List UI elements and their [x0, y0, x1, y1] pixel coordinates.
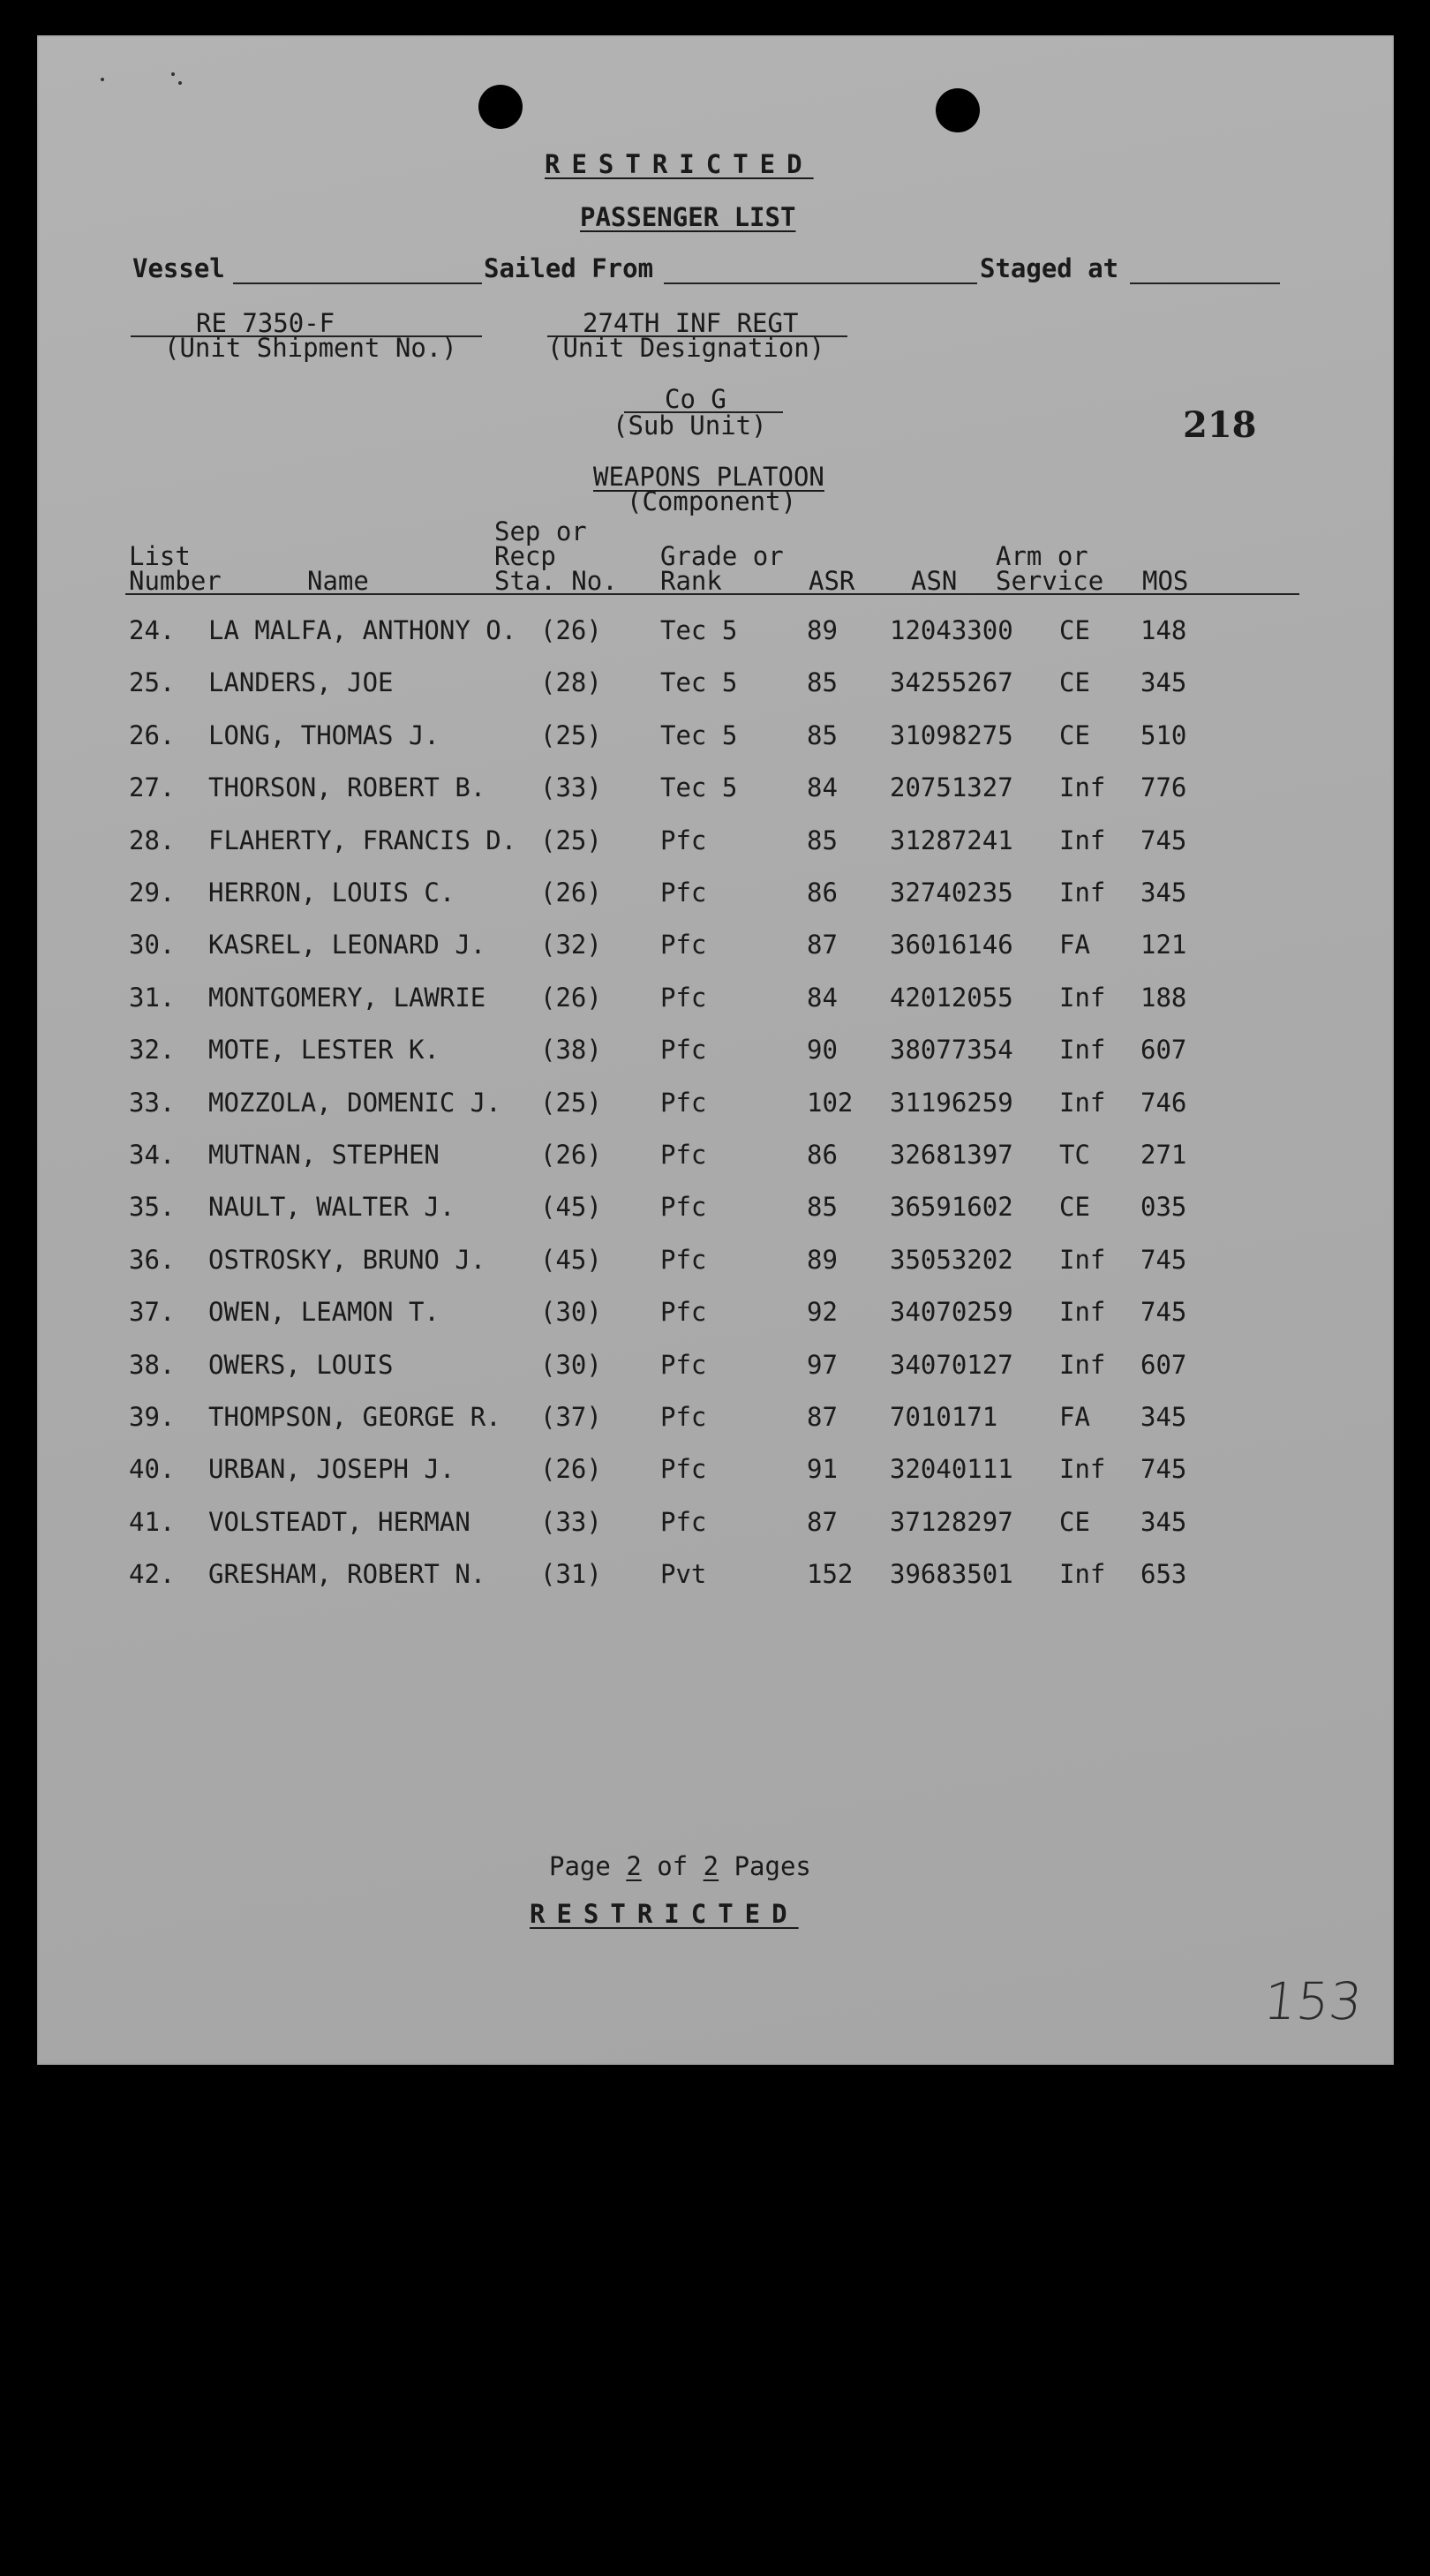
row-asn: 31196259: [890, 1088, 1013, 1118]
row-asn: 36016146: [890, 930, 1013, 960]
row-asr: 85: [807, 720, 838, 750]
row-grade: Pfc: [660, 825, 707, 855]
row-grade: Pfc: [660, 1350, 707, 1380]
col-header-rank: Rank: [660, 566, 722, 596]
row-station: (37): [540, 1402, 602, 1432]
row-grade: Pfc: [660, 1140, 707, 1170]
row-asr: 84: [807, 772, 838, 802]
header-rule: [125, 593, 1299, 595]
vessel-blank: [233, 282, 482, 284]
row-arm: Inf: [1059, 825, 1106, 855]
row-station: (28): [540, 667, 602, 697]
row-mos: 271: [1140, 1140, 1187, 1170]
row-station: (45): [540, 1245, 602, 1275]
row-station: (25): [540, 825, 602, 855]
row-number: 34.: [129, 1140, 176, 1170]
row-station: (25): [540, 1088, 602, 1118]
unit-designation-caption: (Unit Designation): [547, 333, 825, 363]
row-asn: 31098275: [890, 720, 1013, 750]
row-mos: 776: [1140, 772, 1187, 802]
row-name: NAULT, WALTER J.: [208, 1192, 455, 1222]
row-number: 39.: [129, 1402, 176, 1432]
row-mos: 345: [1140, 1507, 1187, 1537]
page-prefix: Page: [549, 1851, 611, 1881]
row-name: LONG, THOMAS J.: [208, 720, 440, 750]
component-name: WEAPONS PLATOON: [593, 462, 824, 492]
page-of: of: [657, 1851, 689, 1881]
restricted-heading-top: RESTRICTED: [545, 149, 814, 179]
row-grade: Pfc: [660, 877, 707, 908]
col-header-mos: MOS: [1142, 566, 1189, 596]
row-number: 36.: [129, 1245, 176, 1275]
col-header-number: Number: [129, 566, 222, 596]
row-asn: 34070259: [890, 1297, 1013, 1327]
row-asn: 20751327: [890, 772, 1013, 802]
row-arm: Inf: [1059, 1350, 1106, 1380]
row-station: (26): [540, 1454, 602, 1484]
col-header-sta-no: Sta. No.: [494, 566, 618, 596]
row-number: 35.: [129, 1192, 176, 1222]
row-grade: Tec 5: [660, 667, 738, 697]
document-page: [37, 35, 1394, 2065]
row-number: 24.: [129, 615, 176, 645]
row-number: 26.: [129, 720, 176, 750]
col-header-asn: ASN: [911, 566, 958, 596]
row-mos: 746: [1140, 1088, 1187, 1118]
handwritten-folio-number: 153: [1261, 1971, 1366, 2031]
passenger-list-title: PASSENGER LIST: [580, 202, 796, 232]
row-station: (33): [540, 1507, 602, 1537]
unit-shipment-no: RE 7350-F: [196, 308, 335, 338]
row-mos: 510: [1140, 720, 1187, 750]
row-asn: 32740235: [890, 877, 1013, 908]
row-asr: 85: [807, 1192, 838, 1222]
row-station: (45): [540, 1192, 602, 1222]
col-header-recp: Recp: [494, 541, 556, 571]
row-asr: 102: [807, 1088, 854, 1118]
row-name: HERRON, LOUIS C.: [208, 877, 455, 908]
row-asr: 87: [807, 1507, 838, 1537]
row-mos: 188: [1140, 983, 1187, 1013]
row-name: GRESHAM, ROBERT N.: [208, 1559, 486, 1589]
row-station: (30): [540, 1297, 602, 1327]
row-asr: 91: [807, 1454, 838, 1484]
row-asn: 36591602: [890, 1192, 1013, 1222]
row-arm: Inf: [1059, 1088, 1106, 1118]
row-mos: 607: [1140, 1035, 1187, 1065]
col-header-sep-or: Sep or: [494, 516, 587, 546]
row-name: OWERS, LOUIS: [208, 1350, 394, 1380]
row-grade: Pfc: [660, 1245, 707, 1275]
row-number: 30.: [129, 930, 176, 960]
row-mos: 035: [1140, 1192, 1187, 1222]
row-asn: 32681397: [890, 1140, 1013, 1170]
row-arm: Inf: [1059, 1035, 1106, 1065]
row-name: MOTE, LESTER K.: [208, 1035, 440, 1065]
row-grade: Pfc: [660, 983, 707, 1013]
page-number-stamp: 218: [1183, 404, 1257, 446]
row-station: (26): [540, 877, 602, 908]
row-asr: 85: [807, 667, 838, 697]
row-grade: Pfc: [660, 1297, 707, 1327]
row-grade: Pfc: [660, 1507, 707, 1537]
row-arm: Inf: [1059, 772, 1106, 802]
row-arm: Inf: [1059, 1297, 1106, 1327]
row-name: OWEN, LEAMON T.: [208, 1297, 440, 1327]
row-grade: Pfc: [660, 1088, 707, 1118]
row-asn: 35053202: [890, 1245, 1013, 1275]
row-asr: 152: [807, 1559, 854, 1589]
row-arm: CE: [1059, 1192, 1090, 1222]
row-number: 27.: [129, 772, 176, 802]
row-asr: 85: [807, 825, 838, 855]
row-arm: CE: [1059, 667, 1090, 697]
row-asr: 92: [807, 1297, 838, 1327]
row-mos: 345: [1140, 1402, 1187, 1432]
row-number: 28.: [129, 825, 176, 855]
punch-hole: [478, 85, 523, 129]
row-station: (33): [540, 772, 602, 802]
row-number: 33.: [129, 1088, 176, 1118]
row-number: 29.: [129, 877, 176, 908]
col-header-arm-or: Arm or: [996, 541, 1088, 571]
row-grade: Tec 5: [660, 615, 738, 645]
row-name: THORSON, ROBERT B.: [208, 772, 486, 802]
row-arm: TC: [1059, 1140, 1090, 1170]
row-name: FLAHERTY, FRANCIS D.: [208, 825, 517, 855]
row-name: KASREL, LEONARD J.: [208, 930, 486, 960]
unit-shipment-caption: (Unit Shipment No.): [164, 333, 457, 363]
speck: [178, 81, 182, 85]
row-asn: 12043300: [890, 615, 1013, 645]
sub-unit: Co G: [665, 384, 726, 414]
row-name: MOZZOLA, DOMENIC J.: [208, 1088, 501, 1118]
row-asn: 7010171: [890, 1402, 998, 1432]
row-name: THOMPSON, GEORGE R.: [208, 1402, 501, 1432]
row-mos: 745: [1140, 825, 1187, 855]
row-asr: 97: [807, 1350, 838, 1380]
row-asn: 34255267: [890, 667, 1013, 697]
col-header-name: Name: [307, 566, 369, 596]
page-total: 2: [703, 1851, 719, 1881]
row-name: LANDERS, JOE: [208, 667, 394, 697]
row-grade: Pfc: [660, 1454, 707, 1484]
punch-hole: [936, 88, 980, 132]
row-station: (26): [540, 615, 602, 645]
row-asn: 42012055: [890, 983, 1013, 1013]
row-asn: 37128297: [890, 1507, 1013, 1537]
speck: [101, 78, 104, 81]
row-station: (26): [540, 1140, 602, 1170]
component-caption: (Component): [627, 486, 797, 516]
row-arm: CE: [1059, 1507, 1090, 1537]
row-mos: 745: [1140, 1454, 1187, 1484]
vessel-label: Vessel: [132, 253, 225, 283]
row-grade: Pfc: [660, 930, 707, 960]
row-asr: 84: [807, 983, 838, 1013]
row-asr: 86: [807, 1140, 838, 1170]
row-asn: 34070127: [890, 1350, 1013, 1380]
page-current: 2: [626, 1851, 642, 1881]
row-asr: 86: [807, 877, 838, 908]
row-grade: Pvt: [660, 1559, 707, 1589]
row-grade: Pfc: [660, 1402, 707, 1432]
row-name: URBAN, JOSEPH J.: [208, 1454, 455, 1484]
row-arm: Inf: [1059, 1454, 1106, 1484]
row-arm: FA: [1059, 930, 1090, 960]
row-mos: 653: [1140, 1559, 1187, 1589]
row-arm: Inf: [1059, 1245, 1106, 1275]
row-asr: 90: [807, 1035, 838, 1065]
row-name: OSTROSKY, BRUNO J.: [208, 1245, 486, 1275]
row-name: MONTGOMERY, LAWRIE: [208, 983, 486, 1013]
row-mos: 148: [1140, 615, 1187, 645]
row-name: LA MALFA, ANTHONY O.: [208, 615, 517, 645]
sailed-from-label: Sailed From: [484, 253, 654, 283]
staged-at-blank: [1130, 282, 1280, 284]
row-station: (26): [540, 983, 602, 1013]
row-number: 31.: [129, 983, 176, 1013]
row-mos: 607: [1140, 1350, 1187, 1380]
row-mos: 345: [1140, 667, 1187, 697]
row-number: 41.: [129, 1507, 176, 1537]
row-grade: Pfc: [660, 1035, 707, 1065]
speck: [171, 72, 175, 76]
sub-unit-caption: (Sub Unit): [613, 411, 767, 441]
row-arm: Inf: [1059, 983, 1106, 1013]
row-number: 32.: [129, 1035, 176, 1065]
row-asn: 39683501: [890, 1559, 1013, 1589]
row-asr: 87: [807, 1402, 838, 1432]
row-number: 25.: [129, 667, 176, 697]
row-number: 42.: [129, 1559, 176, 1589]
row-station: (38): [540, 1035, 602, 1065]
row-number: 38.: [129, 1350, 176, 1380]
row-arm: Inf: [1059, 877, 1106, 908]
row-mos: 121: [1140, 930, 1187, 960]
row-mos: 345: [1140, 877, 1187, 908]
row-arm: Inf: [1059, 1559, 1106, 1589]
row-asr: 89: [807, 1245, 838, 1275]
row-station: (30): [540, 1350, 602, 1380]
row-name: MUTNAN, STEPHEN: [208, 1140, 440, 1170]
row-station: (25): [540, 720, 602, 750]
col-header-service: Service: [996, 566, 1104, 596]
row-station: (31): [540, 1559, 602, 1589]
row-asn: 38077354: [890, 1035, 1013, 1065]
row-asr: 89: [807, 615, 838, 645]
restricted-heading-bottom: RESTRICTED: [530, 1899, 799, 1929]
row-asr: 87: [807, 930, 838, 960]
col-header-list: List: [129, 541, 191, 571]
row-asn: 31287241: [890, 825, 1013, 855]
page-suffix: Pages: [734, 1851, 811, 1881]
row-station: (32): [540, 930, 602, 960]
row-name: VOLSTEADT, HERMAN: [208, 1507, 470, 1537]
row-arm: CE: [1059, 720, 1090, 750]
row-grade: Tec 5: [660, 772, 738, 802]
staged-at-label: Staged at: [980, 253, 1119, 283]
row-arm: FA: [1059, 1402, 1090, 1432]
col-header-grade-or: Grade or: [660, 541, 784, 571]
row-grade: Pfc: [660, 1192, 707, 1222]
row-asn: 32040111: [890, 1454, 1013, 1484]
row-number: 37.: [129, 1297, 176, 1327]
row-mos: 745: [1140, 1245, 1187, 1275]
sailed-from-blank: [664, 282, 977, 284]
row-mos: 745: [1140, 1297, 1187, 1327]
row-number: 40.: [129, 1454, 176, 1484]
page-count: [549, 1851, 811, 1881]
col-header-asr: ASR: [809, 566, 855, 596]
unit-designation: 274TH INF REGT: [583, 308, 799, 338]
row-arm: CE: [1059, 615, 1090, 645]
row-grade: Tec 5: [660, 720, 738, 750]
